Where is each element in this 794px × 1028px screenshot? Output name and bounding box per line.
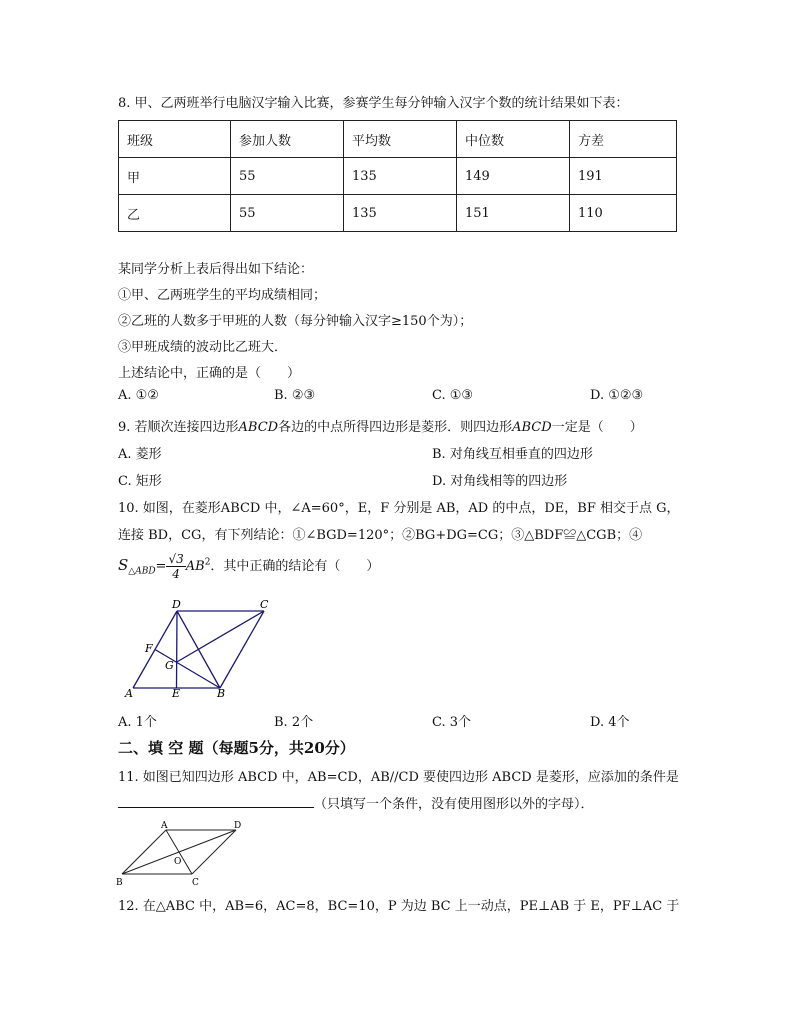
q11-line-2 xyxy=(118,793,594,812)
area-subscript: △ABD xyxy=(128,566,156,577)
label-b: B xyxy=(217,687,226,700)
q11-line-1: 11. 如图已知四边形 ABCD 中，AB=CD，AB//CD 要使四边形 ABCD 是菱形，应添加的条件是 xyxy=(118,770,679,785)
equals-sign: = xyxy=(155,559,167,574)
fraction xyxy=(166,552,185,581)
q10-option-b: B. 2个 xyxy=(274,715,314,730)
table-cell: 甲 xyxy=(119,158,231,195)
table-row xyxy=(119,158,677,195)
segment-gc xyxy=(177,611,264,662)
label-o: O xyxy=(174,857,182,867)
label-g: G xyxy=(165,659,174,672)
q9-var-abcd: ABCD xyxy=(238,420,279,435)
label-c: C xyxy=(260,598,269,611)
q9-stem xyxy=(118,416,643,435)
header-cell: 平均数 xyxy=(344,121,457,158)
side-dc xyxy=(192,830,236,874)
q8-score-table xyxy=(118,120,677,232)
table-cell: 135 xyxy=(344,195,457,232)
q8-option-d: D. ①②③ xyxy=(590,388,644,403)
area-symbol: S xyxy=(118,556,129,574)
label-d: D xyxy=(172,598,181,611)
side-ba xyxy=(122,830,166,874)
q9-option-b: B. 对角线互相垂直的四边形 xyxy=(432,447,593,462)
table-row xyxy=(119,195,677,232)
q8-option-a: A. ①② xyxy=(118,388,159,403)
q8-conclusion-3: ③甲班成绩的波动比乙班大． xyxy=(118,340,288,355)
q9-stem-mid: 各边的中点所得四边形是菱形．则四边形 xyxy=(278,420,513,435)
label-a: A xyxy=(125,687,133,700)
header-cell: 方差 xyxy=(570,121,677,158)
q10-formula-line xyxy=(118,552,379,582)
q8-analysis-intro: 某同学分析上表后得出如下结论： xyxy=(118,262,314,277)
q11-line-2-tail: （只填写一个条件，没有使用图形以外的字母）． xyxy=(314,797,594,812)
table-cell: 乙 xyxy=(119,195,231,232)
table-header-row xyxy=(119,121,677,158)
table-cell: 55 xyxy=(231,158,344,195)
q10-line-1: 10. 如图，在菱形ABCD 中，∠A=60°，E，F 分别是 AB，AD 的中点，DE，BF 相交于点 G， xyxy=(118,501,680,516)
q9-option-d: D. 对角线相等的四边形 xyxy=(432,474,568,489)
label-c: C xyxy=(192,878,199,888)
fraction-numerator: √3 xyxy=(168,552,184,566)
q8-conclusion-1: ①甲、乙两班学生的平均成绩相同； xyxy=(118,288,327,303)
q9-stem-post: 一定是（ ） xyxy=(551,420,643,435)
answer-blank[interactable] xyxy=(118,795,314,808)
label-f: F xyxy=(145,642,153,655)
section-title: 二、填 空 题（每题5分，共20分） xyxy=(118,739,355,757)
q10-option-a: A. 1个 xyxy=(118,715,157,730)
q10-option-d: D. 4个 xyxy=(590,715,630,730)
table-cell: 110 xyxy=(570,195,677,232)
q8-option-b: B. ②③ xyxy=(274,388,316,403)
header-cell: 参加人数 xyxy=(231,121,344,158)
header-cell: 班级 xyxy=(119,121,231,158)
q8-stem: 8. 甲、乙两班举行电脑汉字输入比赛，参赛学生每分钟输入汉字个数的统计结果如下表： xyxy=(118,96,629,111)
q12-line-1: 12. 在△ABC 中，AB=6，AC=8，BC=10，P 为边 BC 上一动点，PE⊥AB 于 E，PF⊥AC 于 xyxy=(118,899,680,914)
fraction-denominator: 4 xyxy=(172,567,180,581)
label-d: D xyxy=(234,821,242,831)
q9-stem-pre: 9. 若顺次连接四边形 xyxy=(118,420,239,435)
header-cell: 中位数 xyxy=(457,121,570,158)
q9-var-abcd: ABCD xyxy=(512,420,552,435)
table-cell: 135 xyxy=(344,158,457,195)
side-bc xyxy=(220,611,264,688)
q9-option-c: C. 矩形 xyxy=(118,474,162,489)
q9-option-a: A. 菱形 xyxy=(118,447,162,462)
table-cell: 191 xyxy=(570,158,677,195)
table-cell: 151 xyxy=(457,195,570,232)
rhombus-figure xyxy=(118,596,278,700)
exponent: 2 xyxy=(204,557,211,568)
q10-option-c: C. 3个 xyxy=(432,715,472,730)
q8-conclusion-2: ②乙班的人数多于甲班的人数（每分钟输入汉字≥150个为）； xyxy=(118,314,473,329)
label-e: E xyxy=(172,687,181,700)
label-a: A xyxy=(161,821,168,831)
q10-line-3-tail: ．其中正确的结论有（ ） xyxy=(210,559,380,574)
diagonal-bd xyxy=(122,830,236,874)
q8-option-c: C. ①③ xyxy=(432,388,474,403)
table-cell: 55 xyxy=(231,195,344,232)
label-b: B xyxy=(116,878,123,888)
q8-question: 上述结论中，正确的是（ ） xyxy=(118,366,301,381)
parallelogram-figure xyxy=(116,818,256,890)
segment-de xyxy=(177,611,178,688)
q10-line-2: 连接 BD，CG，有下列结论：①∠BGD=120°；②BG+DG=CG；③△BDF≌△CGB；④ xyxy=(118,528,643,543)
segment-ab: AB xyxy=(185,559,205,574)
table-cell: 149 xyxy=(457,158,570,195)
